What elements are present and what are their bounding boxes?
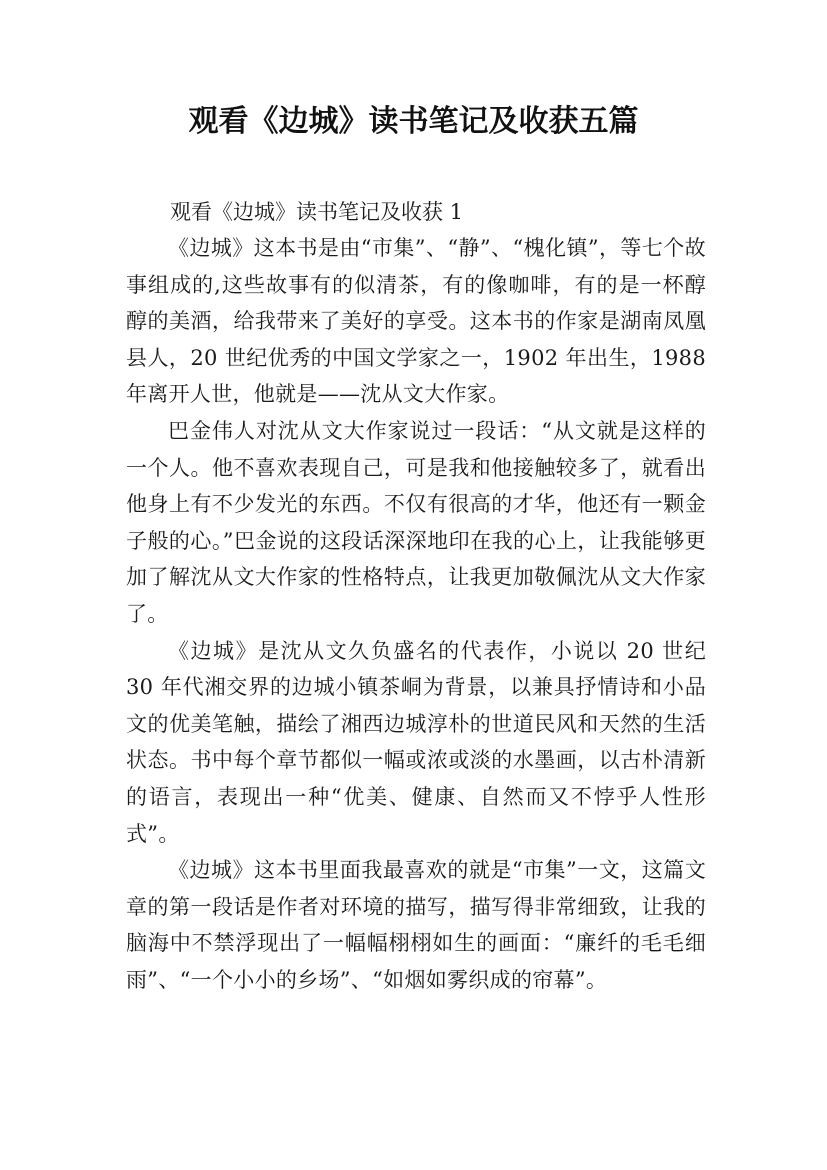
document-title: 观看《边城》读书笔记及收获五篇 <box>188 104 639 139</box>
paragraph: 巴金伟人对沈从文大作家说过一段话：“从文就是这样的一个人。他不喜欢表现自己，可是我和他接触较多了，就看出他身上有不少发光的东西。不仅有很高的才华，他还有一颗金子般的心。”巴金说的这段话深深地印在我的心上，让我能够更加了解沈从文大作家的性格特点，让我更加敬佩沈从文大作家了。 <box>126 418 706 626</box>
paragraph: 《边城》这本书里面我最喜欢的就是“市集”一文，这篇文章的第一段话是作者对环境的描写，描写得非常细致，让我的脑海中不禁浮现出了一幅幅栩栩如生的画面：“廉纤的毛毛细雨”、“一个小小的乡场”、“如烟如雾织成的帘幕”。 <box>126 858 706 992</box>
section-heading: 观看《边城》读书笔记及收获 1 <box>170 200 464 224</box>
document-body <box>126 230 706 998</box>
paragraph: 《边城》这本书是由“市集”、“静”、“槐化镇”，等七个故事组成的,这些故事有的似清茶，有的像咖啡，有的是一杯醇醇的美酒，给我带来了美好的享受。这本书的作家是湖南凤凰县人，20 世纪优秀的中国文学家之一，1902 年出生，1988 年离开人世，他就是——沈从文大作家。 <box>126 236 706 407</box>
paragraph: 《边城》是沈从文久负盛名的代表作，小说以 20 世纪 30 年代湘交界的边城小镇茶峒为背景，以兼具抒情诗和小品文的优美笔触，描绘了湘西边城淳朴的世道民风和天然的生活状态。书中每个章节都似一幅或浓或淡的水墨画，以古朴清新的语言，表现出一种“优美、健康、自然而又不悖乎人性形式”。 <box>126 638 706 846</box>
